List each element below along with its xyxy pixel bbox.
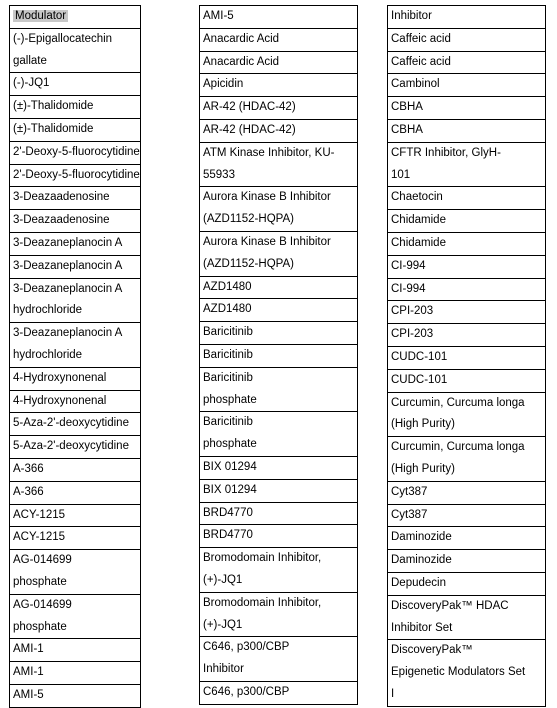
cell-text: phosphate bbox=[13, 575, 67, 588]
table-cell bbox=[10, 73, 141, 96]
table-cell bbox=[200, 592, 358, 637]
table-cell bbox=[10, 527, 141, 550]
cell-text: phosphate bbox=[13, 620, 67, 633]
cell-text: Cyt387 bbox=[391, 508, 428, 521]
table-row bbox=[10, 390, 141, 413]
table-row bbox=[200, 142, 358, 187]
table-cell bbox=[10, 436, 141, 459]
table-cell bbox=[388, 210, 546, 233]
table-cell bbox=[388, 346, 546, 369]
table-cell bbox=[10, 323, 141, 368]
cell-text: AMI-1 bbox=[13, 666, 44, 679]
table-cell bbox=[388, 142, 546, 187]
table-row bbox=[10, 6, 141, 29]
table-cell bbox=[388, 187, 546, 210]
cell-text: Cambinol bbox=[391, 78, 440, 91]
cell-text: 3-Deazaadenosine bbox=[13, 191, 110, 204]
table-row bbox=[388, 392, 546, 437]
table-cell bbox=[388, 119, 546, 142]
cell-text: A-366 bbox=[13, 462, 44, 475]
cell-text: CFTR Inhibitor, GlyH- bbox=[391, 146, 501, 159]
cell-text: (AZD1152-HQPA) bbox=[203, 213, 294, 226]
cell-text: ACY-1215 bbox=[13, 531, 66, 544]
cell-text: AR-42 (HDAC-42) bbox=[203, 101, 296, 114]
cell-text bbox=[13, 6, 140, 28]
cell-text: (High Purity) bbox=[391, 462, 455, 475]
table-cell bbox=[200, 322, 358, 345]
cell-text: 2'-Deoxy-5-fluorocytidine bbox=[13, 168, 140, 181]
table-cell bbox=[388, 550, 546, 573]
cell-text: 3-Deazaadenosine bbox=[13, 214, 110, 227]
cell-text: CI-994 bbox=[391, 282, 426, 295]
table-row bbox=[10, 96, 141, 119]
table-cell bbox=[200, 299, 358, 322]
table-row bbox=[200, 525, 358, 548]
table-row bbox=[200, 187, 358, 232]
table-cell bbox=[200, 367, 358, 412]
table-row bbox=[200, 681, 358, 704]
table-row bbox=[388, 527, 546, 550]
table-row bbox=[388, 119, 546, 142]
cell-text: Bromodomain Inhibitor, bbox=[203, 596, 322, 609]
table-cell bbox=[10, 232, 141, 255]
table-cell bbox=[10, 550, 141, 595]
table-cell bbox=[10, 390, 141, 413]
table-cell bbox=[388, 527, 546, 550]
table-row bbox=[10, 73, 141, 96]
table-row bbox=[388, 51, 546, 74]
cell-text: Chidamide bbox=[391, 236, 446, 249]
table-row bbox=[10, 164, 141, 187]
table-cell bbox=[10, 118, 141, 141]
table-cell bbox=[10, 662, 141, 685]
table-row bbox=[388, 74, 546, 97]
table-cell bbox=[200, 548, 358, 593]
table-cell bbox=[388, 97, 546, 120]
table-row bbox=[200, 51, 358, 74]
cell-text: BRD4770 bbox=[203, 529, 253, 542]
table-cell bbox=[200, 525, 358, 548]
table-cell bbox=[10, 6, 141, 29]
table-cell bbox=[10, 367, 141, 390]
table-cell bbox=[200, 74, 358, 97]
cell-text: hydrochloride bbox=[13, 304, 83, 317]
cell-text: BIX 01294 bbox=[203, 460, 257, 473]
table-row bbox=[388, 210, 546, 233]
table-row bbox=[10, 28, 141, 73]
cell-text: Inhibitor Set bbox=[391, 621, 453, 634]
cell-text: AMI-5 bbox=[203, 10, 234, 22]
table-row bbox=[10, 278, 141, 323]
cell-text: AMI-5 bbox=[13, 688, 44, 701]
cell-text: Chaetocin bbox=[391, 191, 443, 204]
table-cell bbox=[388, 51, 546, 74]
cell-text: Anacardic Acid bbox=[203, 32, 280, 45]
table-cell bbox=[200, 51, 358, 74]
table-cell bbox=[10, 210, 141, 233]
table-cell bbox=[388, 572, 546, 595]
table-cell bbox=[388, 595, 546, 640]
table-row bbox=[200, 6, 358, 29]
table-cell bbox=[10, 255, 141, 278]
table-row bbox=[10, 232, 141, 255]
cell-text: Baricitinib bbox=[203, 326, 253, 339]
cell-text: Inhibitor bbox=[391, 10, 432, 22]
table-row bbox=[388, 278, 546, 301]
table-cell bbox=[10, 164, 141, 187]
table-row bbox=[10, 367, 141, 390]
cell-text: C646, p300/CBP bbox=[203, 685, 290, 698]
table-cell bbox=[10, 96, 141, 119]
table-row bbox=[388, 640, 546, 706]
table-cell bbox=[200, 456, 358, 479]
cell-text: 5-Aza-2'-deoxycytidine bbox=[13, 440, 129, 453]
table-row bbox=[10, 141, 141, 164]
table-cell bbox=[200, 637, 358, 682]
table-cell bbox=[200, 231, 358, 276]
table-cell bbox=[200, 119, 358, 142]
table-cell bbox=[10, 684, 141, 707]
cell-text: (AZD1152-HQPA) bbox=[203, 257, 294, 270]
table-cell bbox=[388, 278, 546, 301]
cell-text: AZD1480 bbox=[203, 280, 252, 293]
table-column-3 bbox=[387, 5, 546, 707]
cell-text: hydrochloride bbox=[13, 348, 83, 361]
table-row bbox=[200, 231, 358, 276]
table-row bbox=[10, 527, 141, 550]
table-row bbox=[200, 344, 358, 367]
cell-text: 4-Hydroxynonenal bbox=[13, 394, 107, 407]
table-row bbox=[388, 481, 546, 504]
table-row bbox=[388, 550, 546, 573]
table-cell bbox=[200, 344, 358, 367]
table-row bbox=[10, 118, 141, 141]
table-row bbox=[10, 684, 141, 707]
cell-text: 4-Hydroxynonenal bbox=[13, 371, 107, 384]
table-cell bbox=[388, 6, 546, 29]
cell-text: Caffeic acid bbox=[391, 55, 451, 68]
cell-text: 5-Aza-2'-deoxycytidine bbox=[13, 417, 129, 430]
table-cell bbox=[10, 594, 141, 639]
table-cell bbox=[200, 502, 358, 525]
cell-text: Daminozide bbox=[391, 554, 452, 567]
cell-text: AZD1480 bbox=[203, 303, 252, 316]
table-row bbox=[388, 504, 546, 527]
cell-text: Caffeic acid bbox=[391, 32, 451, 45]
table-row bbox=[200, 119, 358, 142]
cell-text: Chidamide bbox=[391, 214, 446, 227]
table-row bbox=[10, 323, 141, 368]
cell-text: AMI-1 bbox=[13, 643, 44, 656]
cell-text: 3-Deazaneplanocin A bbox=[13, 259, 123, 272]
table-column-2 bbox=[199, 5, 358, 705]
cell-text: CI-994 bbox=[391, 259, 426, 272]
table-row bbox=[388, 255, 546, 278]
table-row bbox=[200, 276, 358, 299]
table-cell bbox=[200, 276, 358, 299]
cell-text: 3-Deazaneplanocin A bbox=[13, 327, 123, 340]
table-row bbox=[388, 232, 546, 255]
cell-text: Aurora Kinase B Inhibitor bbox=[203, 191, 331, 204]
cell-text: CUDC-101 bbox=[391, 350, 448, 363]
cell-text: A-366 bbox=[13, 485, 44, 498]
table-cell bbox=[200, 97, 358, 120]
table-cell bbox=[388, 481, 546, 504]
table-row bbox=[200, 502, 358, 525]
cell-text: Daminozide bbox=[391, 531, 452, 544]
table-row bbox=[200, 479, 358, 502]
table-cell bbox=[10, 28, 141, 73]
table-row bbox=[10, 481, 141, 504]
cell-text: CUDC-101 bbox=[391, 373, 448, 386]
cell-text: ATM Kinase Inhibitor, KU- bbox=[203, 146, 335, 159]
cell-text: (+)-JQ1 bbox=[203, 573, 243, 586]
highlighted-header-text: Modulator bbox=[15, 10, 67, 22]
cell-text: I bbox=[391, 687, 395, 700]
table-cell bbox=[10, 458, 141, 481]
table-row bbox=[200, 367, 358, 412]
cell-text: Cyt387 bbox=[391, 485, 428, 498]
table-cell bbox=[388, 392, 546, 437]
table-cell bbox=[200, 28, 358, 51]
table-row bbox=[388, 142, 546, 187]
table-cell bbox=[10, 504, 141, 527]
cell-text: Anacardic Acid bbox=[203, 55, 280, 68]
table-row bbox=[10, 662, 141, 685]
cell-text: gallate bbox=[13, 54, 47, 67]
cell-text: (-)-JQ1 bbox=[13, 77, 50, 90]
cell-text: (±)-Thalidomide bbox=[13, 100, 94, 113]
table-row bbox=[200, 74, 358, 97]
cell-text: BIX 01294 bbox=[203, 483, 257, 496]
table-cell bbox=[388, 28, 546, 51]
table-row bbox=[10, 255, 141, 278]
cell-text: (±)-Thalidomide bbox=[13, 122, 94, 135]
table-cell bbox=[200, 6, 358, 29]
table-row bbox=[388, 572, 546, 595]
table-row bbox=[200, 592, 358, 637]
cell-text: 101 bbox=[391, 168, 411, 181]
table-row bbox=[200, 97, 358, 120]
cell-text: CPI-203 bbox=[391, 328, 434, 341]
cell-text: DiscoveryPak™ bbox=[391, 644, 473, 657]
table-cell bbox=[10, 278, 141, 323]
table-row bbox=[388, 346, 546, 369]
cell-text: CPI-203 bbox=[391, 305, 434, 318]
cell-text: Apicidin bbox=[203, 78, 244, 91]
cell-text: AG-014699 bbox=[13, 598, 72, 611]
table-cell bbox=[388, 437, 546, 482]
cell-text: Baricitinib bbox=[203, 348, 253, 361]
table-row bbox=[10, 504, 141, 527]
cell-text: Aurora Kinase B Inhibitor bbox=[203, 235, 331, 248]
table-row bbox=[388, 437, 546, 482]
table-row bbox=[388, 369, 546, 392]
table-row bbox=[10, 436, 141, 459]
table-row bbox=[10, 594, 141, 639]
table-row bbox=[200, 299, 358, 322]
cell-text: AR-42 (HDAC-42) bbox=[203, 123, 296, 136]
table-row bbox=[388, 301, 546, 324]
table-row bbox=[388, 187, 546, 210]
table-row bbox=[200, 28, 358, 51]
cell-text: C646, p300/CBP bbox=[203, 641, 290, 654]
table-cell bbox=[200, 681, 358, 704]
cell-text: BRD4770 bbox=[203, 506, 253, 519]
table-row bbox=[200, 548, 358, 593]
cell-text: 55933 bbox=[203, 168, 235, 181]
table-cell bbox=[200, 142, 358, 187]
table-column-1 bbox=[9, 5, 141, 708]
cell-text: (+)-JQ1 bbox=[203, 618, 243, 631]
cell-text: (-)-Epigallocatechin bbox=[13, 32, 113, 45]
table-cell bbox=[388, 232, 546, 255]
cell-text: Epigenetic Modulators Set bbox=[391, 666, 526, 679]
cell-text: (High Purity) bbox=[391, 418, 455, 431]
table-cell bbox=[388, 74, 546, 97]
cell-text: Baricitinib bbox=[203, 416, 253, 429]
table-cell bbox=[10, 639, 141, 662]
table-cell bbox=[10, 481, 141, 504]
cell-text: 3-Deazaneplanocin A bbox=[13, 282, 123, 295]
table-row bbox=[10, 210, 141, 233]
table-row bbox=[10, 639, 141, 662]
cell-text: Inhibitor bbox=[203, 663, 244, 676]
table-row bbox=[10, 550, 141, 595]
table-cell bbox=[10, 141, 141, 164]
table-cell bbox=[200, 479, 358, 502]
table-row bbox=[388, 28, 546, 51]
table-row bbox=[388, 324, 546, 347]
table-row bbox=[388, 6, 546, 29]
cell-text: AG-014699 bbox=[13, 554, 72, 567]
table-row bbox=[200, 412, 358, 457]
table-row bbox=[10, 458, 141, 481]
table-row bbox=[200, 322, 358, 345]
table-cell bbox=[388, 504, 546, 527]
table-cell bbox=[388, 301, 546, 324]
table-row bbox=[200, 637, 358, 682]
cell-text: 3-Deazaneplanocin A bbox=[13, 236, 123, 249]
table-row bbox=[200, 456, 358, 479]
cell-text: ACY-1215 bbox=[13, 508, 66, 521]
cell-text: CBHA bbox=[391, 123, 423, 136]
table-cell bbox=[388, 369, 546, 392]
table-cell bbox=[200, 412, 358, 457]
cell-text: Curcumin, Curcuma longa bbox=[391, 441, 525, 454]
cell-text: CBHA bbox=[391, 101, 423, 114]
cell-text: phosphate bbox=[203, 438, 257, 451]
table-row bbox=[10, 187, 141, 210]
table-row bbox=[10, 413, 141, 436]
table-cell bbox=[10, 413, 141, 436]
table-row bbox=[388, 97, 546, 120]
cell-text: DiscoveryPak™ HDAC bbox=[391, 599, 509, 612]
cell-text: Baricitinib bbox=[203, 371, 253, 384]
cell-text: Depudecin bbox=[391, 576, 446, 589]
cell-text: Bromodomain Inhibitor, bbox=[203, 552, 322, 565]
table-cell bbox=[200, 187, 358, 232]
cell-text: 2'-Deoxy-5-fluorocytidine bbox=[13, 145, 140, 158]
table-cell bbox=[388, 324, 546, 347]
table-cell bbox=[10, 187, 141, 210]
cell-text: Curcumin, Curcuma longa bbox=[391, 396, 525, 409]
cell-text: phosphate bbox=[203, 393, 257, 406]
table-cell bbox=[388, 640, 546, 706]
table-row bbox=[388, 595, 546, 640]
table-cell bbox=[388, 255, 546, 278]
